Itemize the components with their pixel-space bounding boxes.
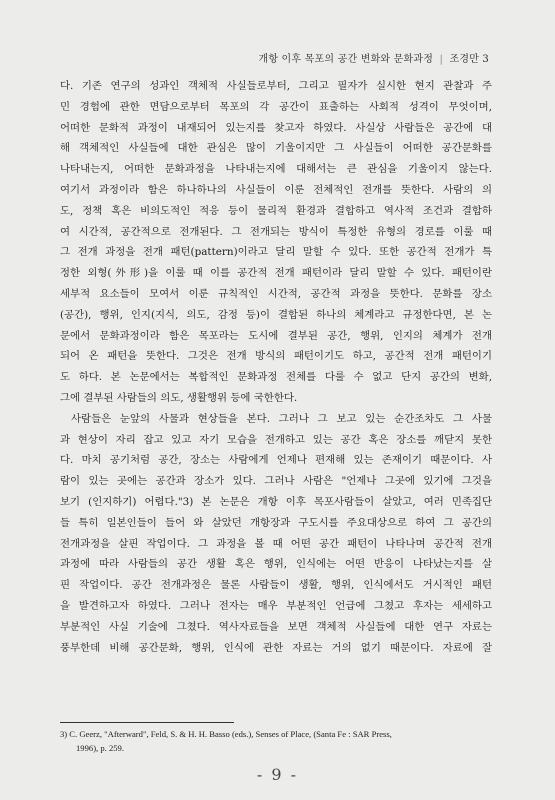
running-header (258, 50, 489, 65)
text-line: 다. 기존 연구의 성과인 객체적 사실들로부터, 그리고 필자가 실시한 현지 관찰과 주 (60, 80, 492, 92)
text-line: 도 하다. 본 논문에서는 복합적인 문화과정 전체를 다룰 수 없고 단지 공간의 변화, (60, 371, 492, 384)
text-line: 나타내는지, 어떠한 문화과정을 나타내는지에 대해서는 큰 관심을 기울이지 않는다. (60, 163, 492, 176)
text-line: 람이 있는 곳에는 공간과 장소가 있다. 그러나 사람은 "언제나 그곳에 있기에 그것을 (60, 475, 492, 488)
footnote-line: 1996), p. 259. (76, 743, 124, 753)
paragraph-1 (60, 76, 492, 409)
page-number: - 9 - (256, 765, 299, 784)
text-line: 과 현상이 자리 잡고 있고 자기 모습을 전개하고 있는 공간 혹은 장소를 깨닫지 못한 (60, 433, 492, 446)
text-line: 도, 정책 혹은 비의도적인 적응 등이 물리적 환경과 결합하고 역사적 조건과 결합하 (60, 204, 492, 217)
header-separator: | (439, 54, 444, 65)
text-line: 사람들은 눈앞의 사물과 현상들을 본다. 그러나 그 보고 있는 순간조차도 그 사물 (71, 412, 492, 425)
text-line: 부분적인 사실 기술에 그쳤다. 역사자료들을 보면 객체적 사실들에 대한 연구 자료는 (60, 620, 492, 633)
text-line: 여기서 과정이라 함은 하나하나의 사실들이 이룬 전체적인 전개를 뜻한다. 사람의 의 (60, 183, 492, 196)
text-line: 과정에 따라 사람들의 공간 생활 혹은 행위, 인식에는 어떤 반응이 나타났는지를 살 (60, 558, 492, 571)
footnote-line: 3) C. Geerz, "Afterward", Feld, S. & H. H. Basso (eds.), Senses of Place, (Santa Fe : SAR Press, (60, 729, 392, 739)
footnote (60, 727, 500, 755)
text-line: 전개과정을 살핀 작업이다. 그 과정을 볼 때 어떤 공간 패턴이 나타나며 공간적 전개 (60, 537, 492, 550)
text-line: 다. 마치 공기처럼 공간, 장소는 사람에게 언제나 편재해 있는 존재이기 때문이다. 사 (60, 454, 492, 467)
text-line: 들 특히 일본인들이 들어 와 살았던 개항장과 구도시를 주요대상으로 하여 그 공간의 (60, 516, 492, 529)
text-line: 문에서 문화과정이라 함은 목포라는 도시에 결부된 공간, 행위, 인지의 체계가 전개 (60, 329, 492, 342)
paragraph-2 (60, 409, 492, 659)
text-line: 정한 외형(外形)을 이룰 때 이를 공간적 전개 패턴이라 달리 말할 수 있다. 패턴이란 (60, 267, 492, 280)
text-line: 보기 (인지하기) 어렵다."3) 본 논문은 개항 이후 목포사람들이 살았고, 여러 민족집단 (60, 495, 492, 508)
text-line: 세부적 요소들이 모여서 이룬 규칙적인 시간적, 공간적 과정을 뜻한다. 문화를 장소 (60, 287, 492, 300)
text-line: 여 시간적, 공간적으로 전개된다. 그 전개되는 방식이 특정한 유형의 경로를 이룰 때 (60, 225, 492, 238)
text-line: 을 발견하고자 하였다. 그러나 전자는 매우 부분적인 언급에 그쳤고 후자는 세세하고 (60, 599, 492, 612)
text-line: 핀 작업이다. 공간 전개과정은 물론 사람들이 생활, 행위, 인식에서도 거시적인 패턴 (60, 579, 492, 592)
text-line: 해 객체적인 사실들에 대한 관심은 많이 기울이지만 그 사실들이 어떠한 공간문화를 (60, 142, 492, 155)
text-line: 민 경험에 관한 면담으로부터 목포의 각 공간이 표출하는 사회적 성격이 무엇이며, (60, 100, 492, 113)
header-author-page: 조경만 3 (449, 54, 489, 65)
text-line: 어떠한 문화적 과정이 내재되어 있는지를 찾고자 하였다. 사실상 사람들은 공간에 대 (60, 121, 492, 134)
text-line: (공간), 행위, 인지(지식, 의도, 감정 등)이 결합된 하나의 체계라고 규정한다면, 본 논 (60, 308, 492, 321)
text-line: 그에 결부된 사람들의 의도, 생활행위 등에 국한한다. (60, 391, 298, 404)
text-line: 풍부한데 비해 공간문화, 행위, 인식에 관한 자료는 거의 없기 때문이다. 자료에 잘 (60, 641, 492, 654)
footnote-divider (60, 722, 234, 723)
body-text (60, 76, 492, 658)
text-line: 그 전개 과정을 전개 패턴(pattern)이라고 달리 말할 수 있다. 또한 공간적 전개가 특 (60, 246, 492, 259)
text-line: 되어 온 패턴을 뜻한다. 그것은 전개 방식의 패턴이기도 하고, 공간적 전개 패턴이기 (60, 350, 492, 363)
header-title: 개항 이후 목포의 공간 변화와 문화과정 (258, 54, 434, 65)
